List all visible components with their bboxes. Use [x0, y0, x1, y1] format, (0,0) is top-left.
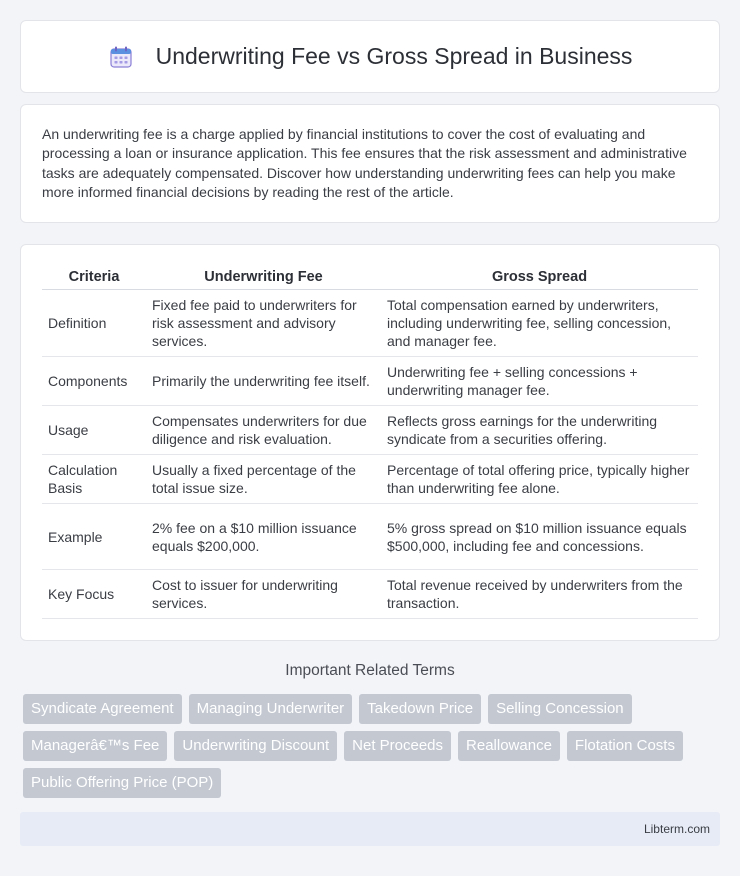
- related-term-tag[interactable]: Underwriting Discount: [174, 731, 337, 761]
- cell-gross-spread: Reflects gross earnings for the underwriting syndicate from a securities offering.: [381, 406, 698, 455]
- cell-underwriting-fee: Cost to issuer for underwriting services.: [146, 570, 381, 619]
- cell-underwriting-fee: Fixed fee paid to underwriters for risk assessment and advisory services.: [146, 290, 381, 357]
- title-card: [20, 20, 720, 93]
- table-row: [42, 290, 698, 357]
- table-header-row: [42, 265, 698, 290]
- cell-criteria: Components: [42, 357, 146, 406]
- table-row: [42, 357, 698, 406]
- table-row: [42, 570, 698, 619]
- related-term-tag[interactable]: Net Proceeds: [344, 731, 451, 761]
- header-gross-spread: Gross Spread: [381, 265, 698, 290]
- comparison-table: [42, 265, 698, 619]
- cell-gross-spread: Total revenue received by underwriters from the transaction.: [381, 570, 698, 619]
- table-row: [42, 504, 698, 570]
- calendar-icon: [108, 44, 134, 70]
- cell-gross-spread: Percentage of total offering price, typically higher than underwriting fee alone.: [381, 455, 698, 504]
- header-underwriting-fee: Underwriting Fee: [146, 265, 381, 290]
- cell-underwriting-fee: Usually a fixed percentage of the total issue size.: [146, 455, 381, 504]
- intro-text: An underwriting fee is a charge applied by financial institutions to cover the cost of evaluating and processing a loan or insurance application. This fee ensures that the risk assessment and administrative tasks are adequately compensated. Discover how understanding underwriting fees can help you make more informed financial decisions by reading the rest of the article.: [42, 126, 687, 201]
- related-term-tag[interactable]: Selling Concession: [488, 694, 632, 724]
- related-term-tag[interactable]: Syndicate Agreement: [23, 694, 182, 724]
- table-row: [42, 455, 698, 504]
- cell-gross-spread: 5% gross spread on $10 million issuance equals $500,000, including fee and concessions.: [381, 504, 698, 570]
- related-term-tag[interactable]: Takedown Price: [359, 694, 481, 724]
- cell-underwriting-fee: Primarily the underwriting fee itself.: [146, 357, 381, 406]
- footer-brand-link[interactable]: Libterm.com: [643, 822, 710, 836]
- cell-criteria: Calculation Basis: [42, 455, 146, 504]
- comparison-card: [20, 244, 720, 641]
- related-terms-list: [23, 694, 723, 805]
- table-row: [42, 406, 698, 455]
- cell-underwriting-fee: Compensates underwriters for due diligence and risk evaluation.: [146, 406, 381, 455]
- cell-underwriting-fee: 2% fee on a $10 million issuance equals $200,000.: [146, 504, 381, 570]
- cell-criteria: Definition: [42, 290, 146, 357]
- cell-criteria: Example: [42, 504, 146, 570]
- header-criteria: Criteria: [42, 265, 146, 290]
- related-terms-heading: Important Related Terms: [285, 662, 455, 679]
- page-title: Underwriting Fee vs Gross Spread in Business: [155, 43, 633, 69]
- related-term-tag[interactable]: Managing Underwriter: [189, 694, 353, 724]
- related-term-tag[interactable]: Public Offering Price (POP): [23, 768, 221, 798]
- cell-gross-spread: Underwriting fee + selling concessions + underwriting manager fee.: [381, 357, 698, 406]
- footer: [20, 812, 720, 846]
- related-term-tag[interactable]: Reallowance: [458, 731, 560, 761]
- cell-criteria: Key Focus: [42, 570, 146, 619]
- related-term-tag[interactable]: Flotation Costs: [567, 731, 683, 761]
- related-term-tag[interactable]: Managerâ€™s Fee: [23, 731, 167, 761]
- cell-gross-spread: Total compensation earned by underwriters, including underwriting fee, selling concession, and manager fee.: [381, 290, 698, 357]
- intro-card: [20, 104, 720, 223]
- cell-criteria: Usage: [42, 406, 146, 455]
